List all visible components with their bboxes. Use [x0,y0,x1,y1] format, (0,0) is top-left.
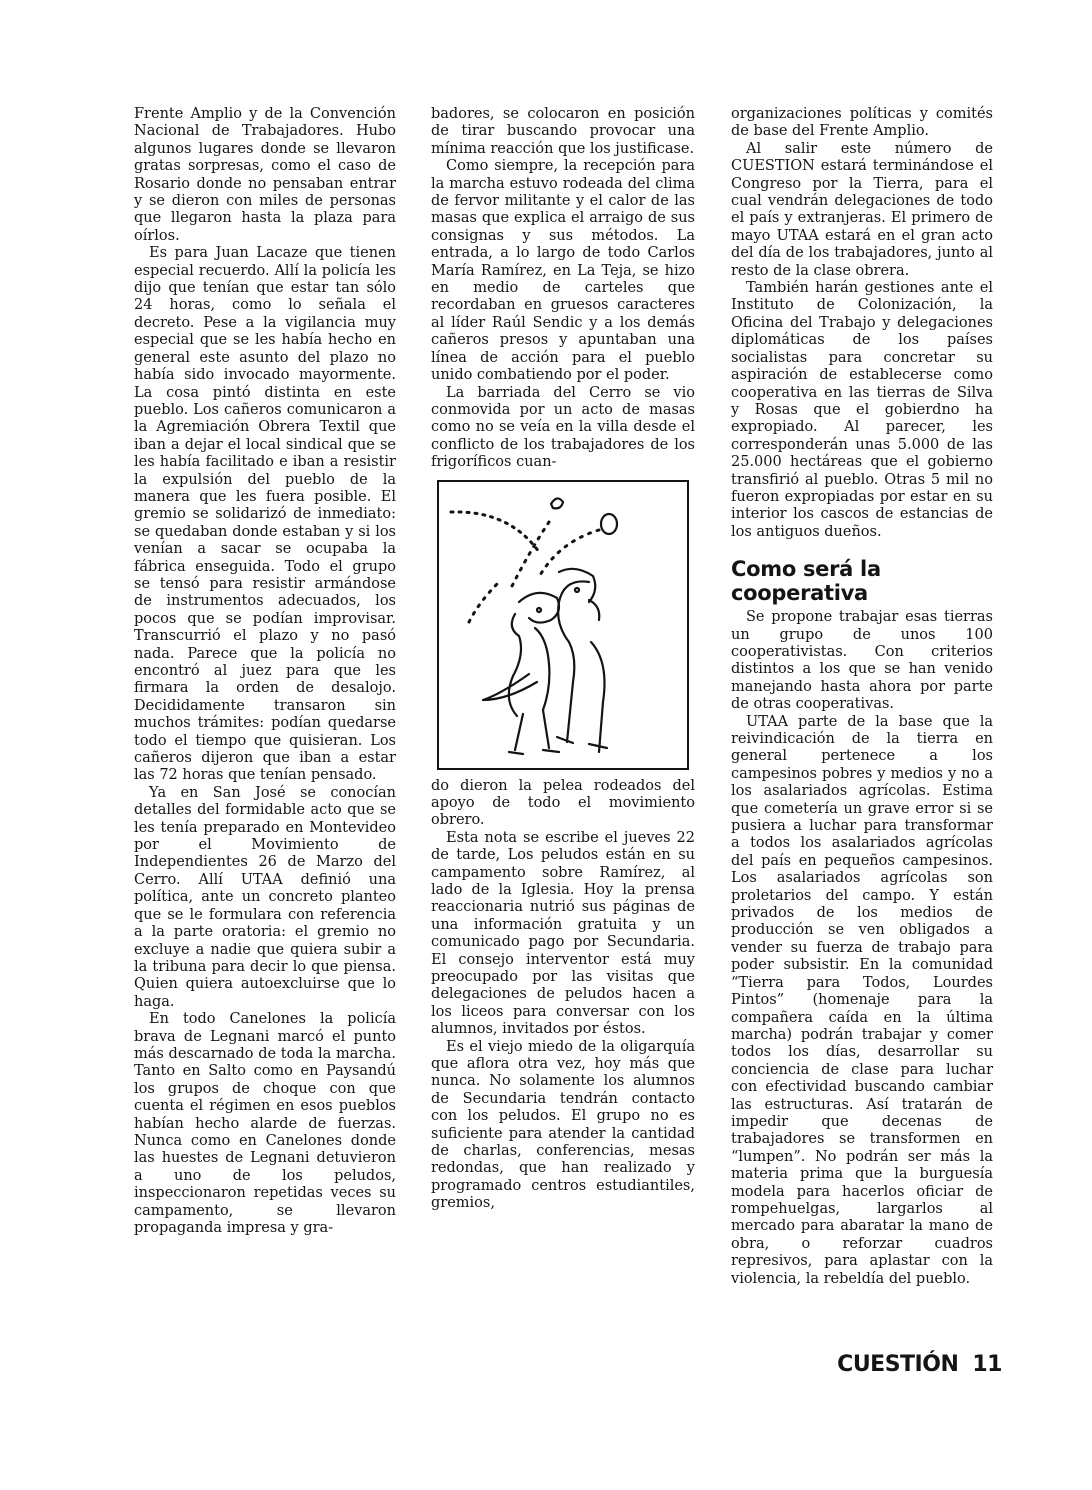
paragraph: En todo Canelones la policía brava de Legnani marcó el punto más descarnado de toda la marcha. Tanto en Salto como en Paysandú los grupos de choque con que cuenta el régimen en esos pueblos habían hecho alarde de fuerzas. Nunca como en Canelones donde las huestes de Legnani detuvieron a uno de los peludos, inspeccionaron repetidas veces su campamento, se llevaron propaganda impresa y gra- [134,1011,396,1236]
paragraph: La barriada del Cerro se vio conmovida por un acto de masas como no se veía en la villa desde el conflicto de los trabajadores de los frigoríficos cuan- [431,384,695,471]
paragraph: Al salir este número de CUESTION estará terminándose el Congreso por la Tierra, para el cual vendrán delegaciones de todo el país y extranjeras. El primero de mayo UTAA estará en el gran acto del día de los trabajadores, junto al resto de la clase obrera. [731,140,993,279]
paragraph: Es el viejo miedo de la oligarquía que aflora otra vez, hoy más que nunca. No solamente los alumnos de Secundaria tendrán contacto con los peludos. El grupo no es suficiente para atender la cantidad de charlas, conferencias, mesas redondas, que han realizado y programado centros estudiantiles, gremios, [431,1038,695,1212]
column-2 [431,106,695,1213]
paragraph: Ya en San José se conocían detalles del formidable acto que se les tenía preparado en Montevideo por el Movimiento de Independientes 26 de Marzo del Cerro. Allí UTAA definió una política, ante un concreto planteo que se le formulara con referencia a la parte oratoria: el gremio no excluye a nadie que quiera subir a la tribuna para decir lo que piensa. Quien quiera autoexcluirse que lo haga. [134,784,396,1010]
page-footer [837,1352,1002,1377]
column-1 [134,106,396,1237]
paragraph: organizaciones políticas y comités de base del Frente Amplio. [731,106,993,140]
paragraph: do dieron la pelea rodeados del apoyo de todo el movimiento obrero. [431,777,695,829]
magazine-brand: CUESTIÓN [837,1352,959,1377]
paragraph: Frente Amplio y de la Convención Nacional de Trabajadores. Hubo algunos lugares donde se llevaron gratas sorpresas, como el caso de Rosario donde no pensaban entrar y se dieron con miles de personas que llegaron hasta la plaza para oírlos. [134,106,396,244]
paragraph: badores, se colocaron en posición de tirar buscando provocar una mínima reacción que los justificase. [431,106,695,157]
paragraph: UTAA parte de la base que la reivindicación de la tierra en general pertenece a los campesinos pobres y medios y no a los asalariados agrícolas. Estima que cometería un grave error si se pusiera a luchar para transformar a todos los asalariados agrícolas del país en pequeños campesinos. Los asalariados agrícolas son proletarios del campo. Y están privados de los medios de producción se ven obligados a vender su fuerza de trabajo para poder subsistir. En la comunidad “Tierra para Todos, Lourdes Pintos” (homenaje para la compañera caída en la última marcha) podrán trabajar y comer todos los días, desarrollar su conciencia de clase para luchar con efectividad buscando cambiar las estructuras. Así tratarán de impedir que decenas de trabajadores se transformen en “lumpen”. No podrán ser más la materia prima que la burguesía modela para hacerlos oficiar de rompehuelgas, largarlos al mercado para abaratar la mano de obra, o reforzar cuadros represivos, para aplastar con la violencia, la rebeldía del pueblo. [731,713,993,1287]
column-3 [731,106,993,1288]
cartoon-figures-icon [439,482,687,768]
paragraph: Es para Juan Lacaze que tienen especial recuerdo. Allí la policía les dijo que tenían que estar tan sólo 24 horas, como lo señala el decreto. Pese a la vigilancia muy especial que se les había hecho en general este asunto del plazo no había sido invocado mayormente. La cosa pintó distinta en este pueblo. Los cañeros comunicaron a la Agremiación Obrera Textil que iban a dejar el local sindical que se les había facilitado e iban a resistir la expulsión del pueblo de la manera que les fuera posible. El gremio se solidarizó de inmediato: se quedaban donde estaban y si los venían a sacar se ocupaba la fábrica enseguida. Todo el grupo se tensó para resistir armándose de instrumentos adecuados, los pocos que se podían improvisar. Transcurrió el plazo y no pasó nada. Parece que la policía no encontró al juez para que les firmara la orden de desalojo. Decididamente transaron sin muchos trámites: podían quedarse todo el tiempo que quisieran. Los cañeros dijeron que iban a estar las 72 horas que tenían pensado. [134,245,396,784]
page-number: 11 [972,1352,1002,1377]
paragraph: También harán gestiones ante el Instituto de Colonización, la Oficina del Trabajo y delegaciones diplomáticas de los países socialistas para concretar su aspiración de establecerse como cooperativa en las tierras de Silva y Rosas que el gobierdno ha expropiado. Al parecer, les corresponderán unas 5.000 de las 25.000 hectáreas que el gobierno transfirió al pueblo. Otras 5 mil no fueron expropiadas por estar en su interior los cascos de estancias de los antiguos dueños. [731,280,993,540]
cartoon-illustration [437,480,689,770]
section-heading: Como será la cooperativa [731,557,881,606]
paragraph: Como siempre, la recepción para la marcha estuvo rodeada del clima de fervor militante y el calor de las masas que explica el arraigo de sus consignas y sus métodos. La entrada, a lo largo de todo Carlos María Ramírez, en La Teja, se hizo en medio de carteles que recordaban en gruesos caracteres al líder Raúl Sendic y a los demás cañeros presos y apuntaban una línea de acción para el pueblo unido combatiendo por el poder. [431,158,695,384]
paragraph: Se propone trabajar esas tierras un grupo de unos 100 cooperativistas. Con criterios distintos a los que se han venido manejando hasta ahora por parte de otras cooperativas. [731,609,993,713]
paragraph: Esta nota se escribe el jueves 22 de tarde, Los peludos están en su campamento sobre Ramírez, al lado de la Iglesia. Hoy la prensa reaccionaria nutrió sus páginas de una información gratuita y un comunicado pago por Secundaria. El consejo interventor está muy preocupado por las visitas que delegaciones de peludos hacen a los liceos para conversar con los alumnos, invitados por éstos. [431,829,695,1038]
